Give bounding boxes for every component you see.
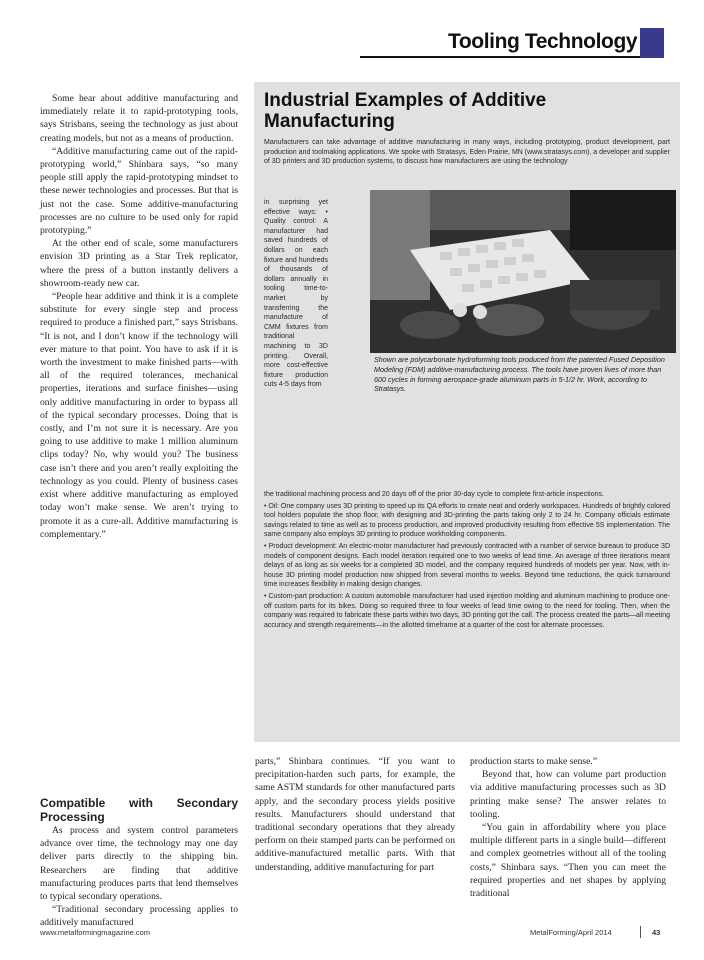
paragraph: Manufacturers can take advantage of additive manufacturing in many ways, including prototyping, product development, part production and toolmaking applications. We spoke with Stratasys, Eden Prairie, MN (www.stratasys.com), a developer and supplier of 3D printers and 3D production systems, to discuss how manufacturers are using the technology	[264, 139, 670, 166]
paragraph: “People hear additive and think it is a complete substitute for every single step and process required to produce a finished part,” says Strisbans. “It is not, and I don’t know if the technology will ever mature to that point. You have to ask if it is worth the investment to make finished parts—with all of the required tolerances, mechanical properties, iterations and surface finishes—using only additive manufacturing in order to bypass all of the typical secondary processes. Doing that is costly, and I’m not sure it is necessary. Are you going to use additive to make 1 million aluminum clips today? No, why would you? The business case isn’t there and you aren’t really exploiting the technology as you could. Plenty of business cases exist where additive manufacturing as employed today won’t make sense. We aren’t trying to promote it as a cure-all. Additive manufacturing is complementary.”	[40, 291, 238, 540]
paragraph: As process and system control parameters advance over time, the technology may one day deliver parts directly to the shipping bin. Researchers are finding that additive manufacturing produces parts that lend themselves to typical secondary operations.	[40, 825, 238, 903]
sidebar-box	[254, 82, 680, 742]
photo-illustration	[370, 190, 676, 353]
article-column-2	[255, 755, 455, 874]
hydroforming-tools-photo	[370, 190, 676, 353]
paragraph: the traditional machining process and 20 days off of the prior 30-day cycle to complete first-article inspections.	[264, 491, 604, 498]
paragraph: in surprising yet effective ways: • Quality control: A manufacturer had saved hundreds of dollars on each fixture and hundreds of thousands of dollars annually in tooling time-to-market by transferring the manufacture of CMM fixtures from traditional machining to 3D printing. Overall, more cost-effective fixture production cuts 4-5 days from	[264, 199, 328, 389]
footer-website: www.metalformingmagazine.com	[40, 928, 151, 937]
footer-issue: MetalForming/April 2014	[530, 928, 612, 937]
paragraph: • Custom-part production: A custom automobile manufacturer had used injection molding and aluminum machining to produce one-off custom parts for its bikes. Doing so required three to four weeks of lead time owing to the need for tooling. Then, when the company was required to fabricate these parts within two days, 3D printing got the call. The process created the parts—all meeting accuracy and strength requirements—in the allotted timeframe at a quarter of the cost for alternate processes.	[264, 592, 670, 629]
paragraph: production starts to make sense.”	[470, 756, 598, 767]
paragraph: • Product development: An electric-motor manufacturer had previously contracted with a number of service bureaus to produce 3D models of component designs. Each model iteration required one to two weeks of lead time. An average of three iterations meant delays of as long as six weeks for a completed 3D model, and the company required hundreds of models per year. Now, with in-house 3D printing model production now shipped from several months to weeks. Beyond time reductions, the quick turnaround time increases flexibility in making design changes.	[264, 542, 670, 589]
sidebar-left-column	[264, 198, 328, 392]
page-number: 43	[652, 928, 661, 937]
paragraph: Beyond that, how can volume part production via additive manufacturing processes such as 3D printing make sense? The answer relates to tooling.	[470, 769, 666, 820]
section-heading: Compatible with Secondary Processing	[40, 796, 238, 824]
sidebar-intro	[264, 138, 670, 169]
header-rule	[360, 56, 640, 58]
paragraph: “Additive manufacturing came out of the rapid-prototyping world,” Shinbara says, “so many people still apply the rapid-prototyping mindset to these newer technologies and processes. But that is just not the case. Some additive-manufacturing processes are no culture to be used only for rapid prototyping.”	[40, 145, 238, 237]
section-title: Tooling Technology	[448, 30, 638, 53]
paragraph: “You gain in affordability where you place multiple different parts in a single build—different and complex geometries without all of the tooling costs,” Shinbara says. “Then you can meet the required properties and net shapes by applying traditional	[470, 822, 666, 900]
photo-caption: Shown are polycarbonate hydroforming tools produced from the patented Fused Deposition Modeling (FDM) additive-manufacturing process. The tools have proven lives of more than 600 cycles in forming aerospace-grade aluminum parts in 5-1/2 hr. Work, according to Stratasys.	[374, 355, 665, 394]
footer-divider	[640, 926, 641, 938]
sidebar-title: Industrial Examples of Additive Manufacturing	[264, 90, 547, 132]
article-column-3	[470, 755, 666, 900]
paragraph: At the other end of scale, some manufacturers envision 3D printing as a Star Trek replicator, where the press of a button instantly delivers a showroom-ready new car.	[40, 238, 238, 289]
header-accent-box	[640, 28, 664, 58]
article-section-secondary	[40, 796, 238, 930]
paragraph: Some hear about additive manufacturing and immediately relate it to rapid-prototyping tools, says Strisbans, seeing the technology as just about creating models, but not as a means of production.	[40, 93, 238, 144]
paragraph: “Traditional secondary processing applies to additively manufactured	[40, 904, 238, 929]
sidebar-body	[264, 490, 670, 632]
paragraph: • Oil: One company uses 3D printing to speed up its QA efforts to create neat and orderly workspaces. Hundreds of brightly colored tool holders populate the shop floor, with designing and 3D-printing the parts taking only 2 to 24 hr. Company officials estimate savings related to time as well as to process production, and improved productivity resulting from effective 5S implementation. The same company also employs 3D printing to produce workholding components.	[264, 502, 670, 539]
article-column-1	[40, 92, 238, 541]
paragraph: parts,” Shinbara continues. “If you want to precipitation-harden such parts, for example, the same ASTM standards for other manufactured parts apply, and the secondary process yields positive results. Manufacturers should understand that traditional secondary operations that they already perform on their stamped parts can be performed on additive-manufactured metallic parts. With that understanding, additive manufacturing for part	[255, 756, 455, 873]
